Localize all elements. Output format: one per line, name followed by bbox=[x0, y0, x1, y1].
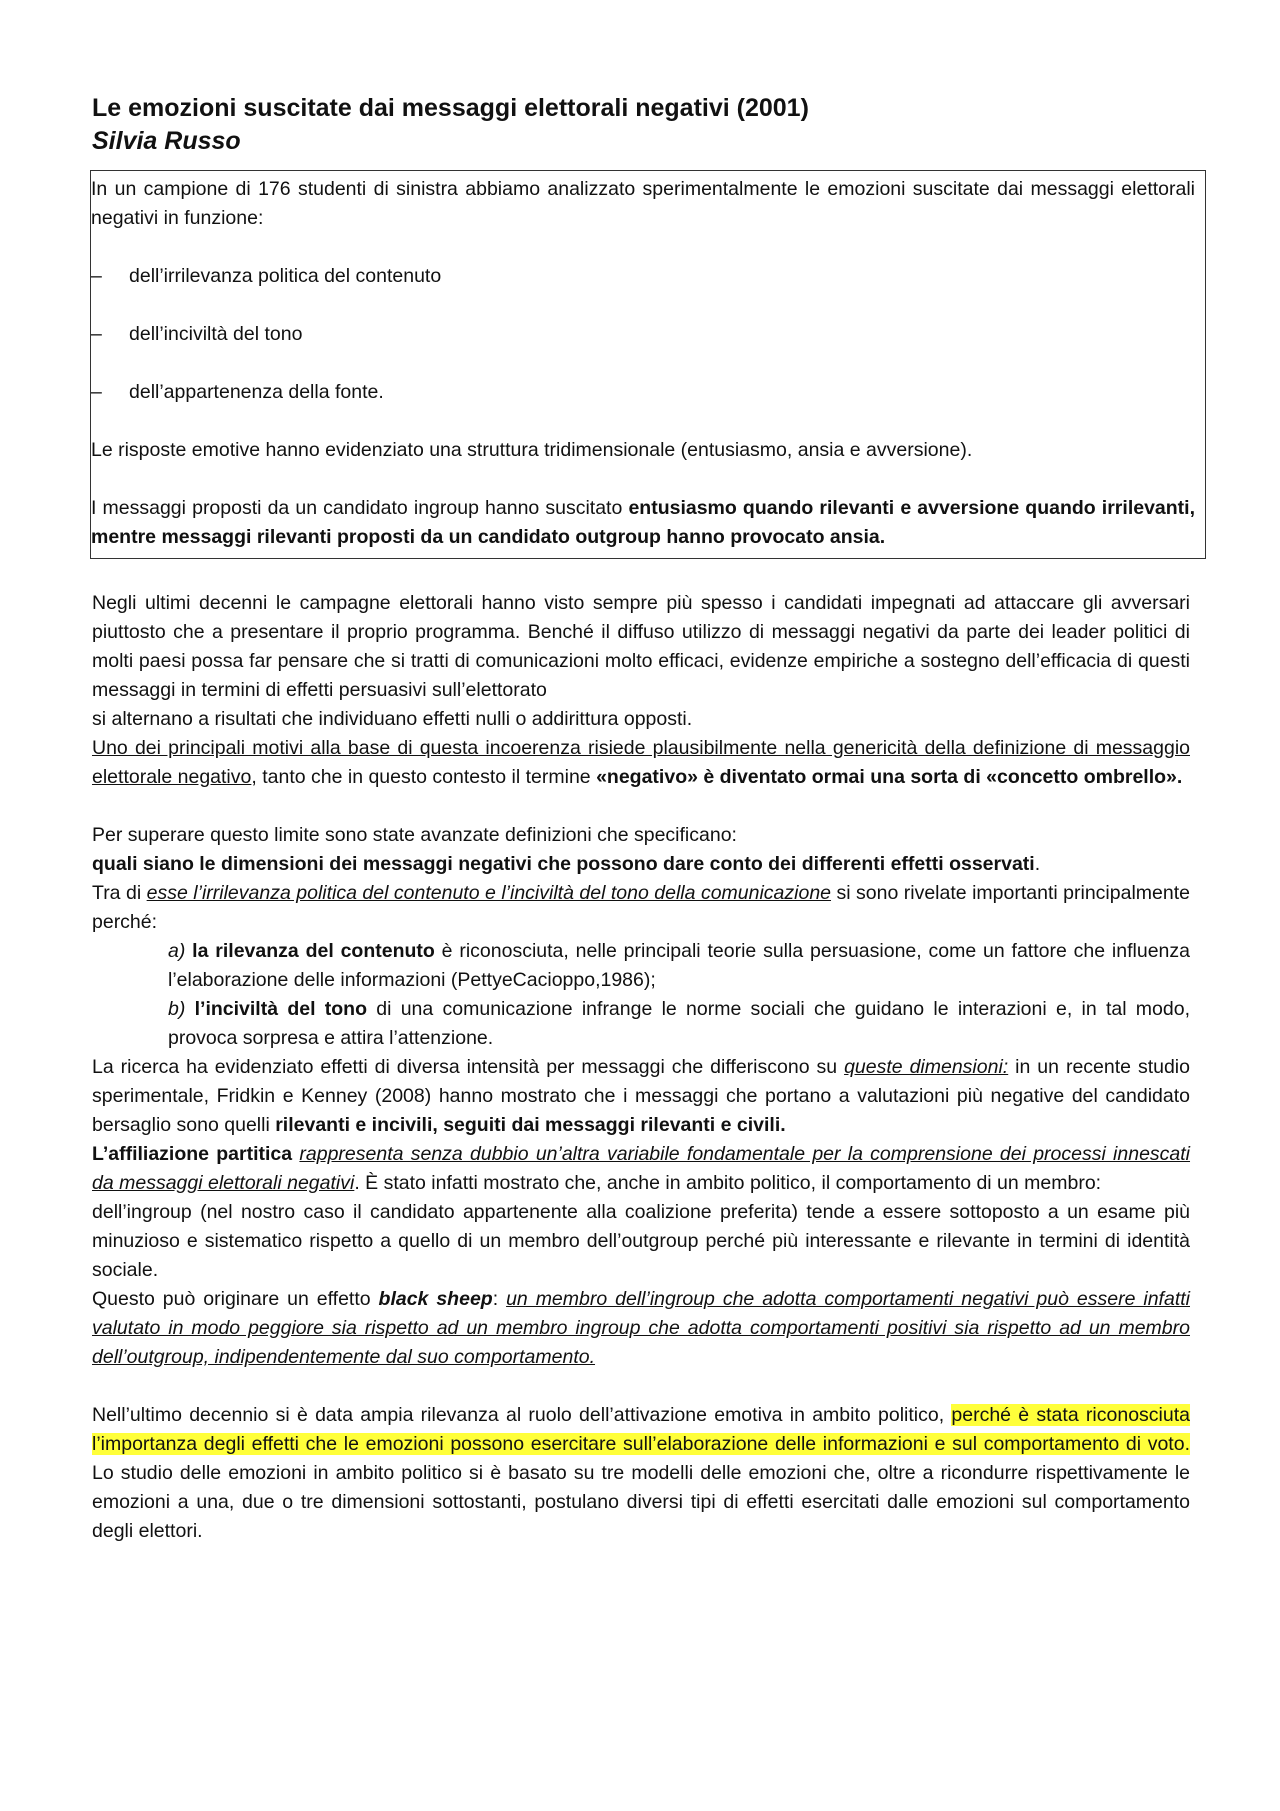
bold-text: L’affiliazione partitica bbox=[92, 1143, 293, 1165]
underlined-italic-text: un membro dell’ingroup che adotta comportamenti negativi può essere infatti valutato in modo peggiore sia rispetto ad un membro ingroup che adotta comportamenti positivi sia rispetto ad un membro dell’outgroup, indipendentemente dal suo comportamento. bbox=[92, 1288, 1190, 1368]
paragraph-text: . bbox=[1034, 853, 1041, 875]
blank-line bbox=[92, 1372, 1190, 1401]
paragraph-6 bbox=[92, 1140, 1190, 1198]
underlined-italic-text: esse l’irrilevanza politica del contenuto e l’inciviltà del tono della comunicazione bbox=[146, 882, 832, 904]
abstract-structure: Le risposte emotive hanno evidenziato una struttura tridimensionale (entusiasmo, ansia e avversione). bbox=[91, 439, 973, 461]
bullet-dash: – bbox=[91, 265, 102, 287]
paragraph-text: , tanto che in questo contesto il termine bbox=[251, 766, 597, 788]
paragraph-text: di una comunicazione infrange le norme sociali che guidano le interazioni e, in tal modo, provoca sorpresa e attira l’attenzione. bbox=[168, 998, 1190, 1049]
bullet-text: dell’appartenenza della fonte. bbox=[129, 381, 384, 403]
abstract-result bbox=[91, 494, 1195, 552]
bold-text: la rilevanza del contenuto bbox=[185, 940, 435, 962]
paragraph-4 bbox=[92, 879, 1190, 937]
paragraph-3: Per superare questo limite sono state avanzate definizioni che specificano: bbox=[92, 824, 737, 846]
underlined-italic-text: rappresenta senza dubbio un’altra variabile fondamentale per la comprensione dei processi innescati da messaggi elettorali negativi bbox=[92, 1143, 1191, 1194]
paragraph-text: Tra di bbox=[92, 882, 147, 904]
list-item-b bbox=[92, 995, 1190, 1053]
document-body bbox=[92, 589, 1190, 1546]
paragraph-3-bold bbox=[92, 850, 1190, 879]
bullet-text: dell’inciviltà del tono bbox=[129, 323, 303, 345]
paragraph-text: : bbox=[492, 1288, 507, 1310]
abstract-bullet bbox=[91, 320, 1195, 349]
bold-text: quali siano le dimensioni dei messaggi negativi che possono dare conto dei differenti effetti osservati bbox=[92, 853, 1035, 875]
list-label: a) bbox=[168, 940, 186, 962]
underlined-text: Uno dei principali motivi alla base di questa incoerenza risiede plausibilmente nella genericità della definizione di messaggio elettorale negativo bbox=[92, 737, 1190, 788]
paragraph-text: Nell’ultimo decennio si è data ampia rilevanza al ruolo dell’attivazione emotiva in ambito politico, bbox=[92, 1404, 952, 1426]
abstract-box bbox=[90, 170, 1206, 559]
list-label: b) bbox=[168, 998, 186, 1020]
paragraph-7: dell’ingroup (nel nostro caso il candidato appartenente alla coalizione preferita) tende a essere sottoposto a un esame più minuzioso e sistematico rispetto a quello di un membro dell’outgroup perché più interessante e rilevante in termini di identità sociale. bbox=[92, 1201, 1190, 1281]
paragraph-text: si sono rivelate importanti principalmente perché: bbox=[92, 882, 1190, 933]
result-bold-text: entusiasmo quando rilevanti e avversione quando irrilevanti, mentre messaggi rilevanti proposti da un candidato outgroup hanno provocato ansia. bbox=[91, 497, 1196, 548]
paragraph-9 bbox=[92, 1401, 1190, 1546]
bold-text: rilevanti e incivili, seguiti dai messaggi rilevanti e civili. bbox=[275, 1114, 786, 1136]
blank-line bbox=[92, 792, 1190, 821]
paragraph-text: in un recente studio sperimentale, Fridkin e Kenney (2008) hanno mostrato che i messaggi che portano a valutazioni più negative del candidato bersaglio sono quelli bbox=[92, 1056, 1190, 1136]
paragraph-text: Lo studio delle emozioni in ambito politico si è basato su tre modelli delle emozioni che, oltre a ricondurre rispettivamente le emozioni a una, due o tre dimensioni sottostanti, postulano diversi tipi di effetti esercitati dalle emozioni sul comportamento degli elettori. bbox=[92, 1462, 1190, 1542]
result-text: I messaggi proposti da un candidato ingroup hanno suscitato bbox=[91, 497, 629, 519]
document-title: Le emozioni suscitate dai messaggi elettorali negativi (2001) bbox=[92, 94, 809, 122]
paragraph-1-cont: si alternano a risultati che individuano effetti nulli o addirittura opposti. bbox=[92, 708, 693, 730]
bold-italic-text: black sheep bbox=[378, 1288, 493, 1310]
abstract-bullet bbox=[91, 378, 1195, 407]
paragraph-text: Questo può originare un effetto bbox=[92, 1288, 379, 1310]
paragraph-text: è riconosciuta, nelle principali teorie sulla persuasione, come un fattore che influenza l’elaborazione delle informazioni (PettyeCacioppo,1986); bbox=[168, 940, 1190, 991]
bullet-text: dell’irrilevanza politica del contenuto bbox=[129, 265, 442, 287]
document-author: Silvia Russo bbox=[92, 127, 241, 155]
paragraph-2 bbox=[92, 734, 1190, 792]
document-page bbox=[91, 92, 1196, 1546]
bullet-dash: – bbox=[91, 381, 102, 403]
paragraph-8 bbox=[92, 1285, 1190, 1372]
paragraph-1: Negli ultimi decenni le campagne elettorali hanno visto sempre più spesso i candidati impegnati ad attaccare gli avversari piuttosto che a presentare il proprio programma. Benché il diffuso utilizzo di messaggi negativi da parte dei leader politici di molti paesi possa far pensare che si tratti di comunicazioni molto efficaci, evidenze empiriche a sostegno dell’efficacia di questi messaggi in termini di effetti persuasivi sull’elettorato bbox=[92, 592, 1190, 701]
abstract-intro: In un campione di 176 studenti di sinistra abbiamo analizzato sperimentalmente le emozioni suscitate dai messaggi elettorali negativi in funzione: bbox=[91, 178, 1195, 229]
paragraph-text: La ricerca ha evidenziato effetti di diversa intensità per messaggi che differiscono su bbox=[92, 1056, 845, 1078]
underlined-italic-text: queste dimensioni: bbox=[844, 1056, 1009, 1078]
abstract-bullet bbox=[91, 262, 1195, 291]
highlighted-text: perché è stata riconosciuta l’importanza degli effetti che le emozioni possono esercitare sull’elaborazione delle informazioni e sul comportamento di voto. bbox=[92, 1404, 1190, 1455]
bold-text: l’inciviltà del tono bbox=[185, 998, 367, 1020]
bold-text: «negativo» è diventato ormai una sorta di «concetto ombrello». bbox=[596, 766, 1183, 788]
list-item-a bbox=[92, 937, 1190, 995]
bullet-dash: – bbox=[91, 323, 102, 345]
paragraph-text: . È stato infatti mostrato che, anche in ambito politico, il comportamento di un membro: bbox=[354, 1172, 1102, 1194]
paragraph-5 bbox=[92, 1053, 1190, 1140]
